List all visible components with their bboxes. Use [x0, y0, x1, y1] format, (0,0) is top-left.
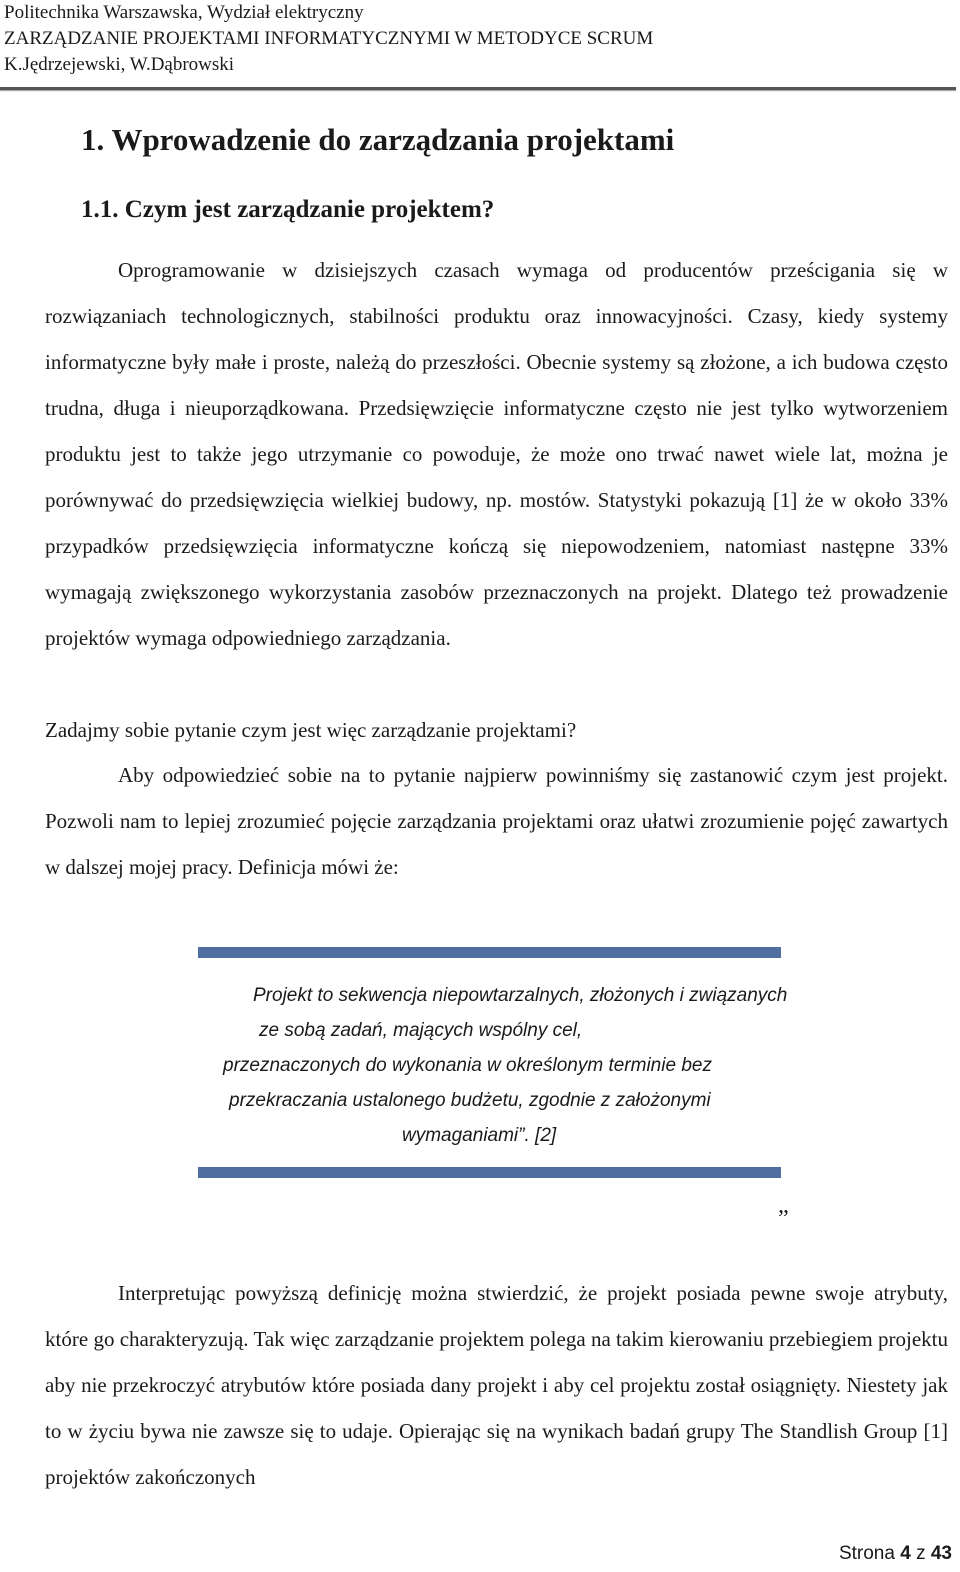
quote-line-1: Projekt to sekwencja niepowtarzalnych, złożonych i związanych [253, 985, 788, 1006]
paragraph-intro [45, 247, 948, 661]
header-authors: K.Jędrzejewski, W.Dąbrowski [4, 54, 235, 75]
header-course-title: ZARZĄDZANIE PROJEKTAMI INFORMATYCZNYMI W METODYCE SCRUM [4, 28, 654, 49]
quote-line-2: ze sobą zadań, mających wspólny cel, [259, 1020, 583, 1041]
paragraph-question [45, 707, 948, 753]
header-institution: Politechnika Warszawska, Wydział elektryczny [4, 2, 364, 23]
quote-top-bar [198, 947, 781, 958]
footer-current-page: 4 [900, 1543, 911, 1564]
footer-total-pages: 43 [930, 1543, 952, 1564]
paragraph-definition-lead-text: Aby odpowiedzieć sobie na to pytanie najpierw powinniśmy się zastanowić czym jest projekt. Pozwoli nam to lepiej zrozumieć pojęcie zarządzania projektami oraz ułatwi zrozumienie pojęć zawartych w dalszej mojej pracy. Definicja mówi że: [45, 763, 948, 879]
section-heading: 1.1. Czym jest zarządzanie projektem? [81, 196, 495, 223]
footer-prefix: Strona [838, 1543, 895, 1564]
paragraph-interpretation-text: Interpretując powyższą definicję można stwierdzić, że projekt posiada pewne swoje atrybuty, które go charakteryzują. Tak więc zarządzanie projektem polega na takim kierowaniu przebiegiem projektu aby nie przekroczyć atrybutów które posiada dany projekt i aby cel projektu został osiągnięty. Niestety jak to w życiu bywa nie zawsze się to udaje. Opierając się na wynikach badań grupy The Standlish Group [1] projektów zakończonych [45, 1281, 948, 1489]
page-number-footer [839, 1543, 952, 1565]
quote-closing-mark: ” [778, 1206, 789, 1232]
quote-line-5: wymaganiami”. [2] [402, 1125, 557, 1146]
chapter-heading: 1. Wprowadzenie do zarządzania projektami [81, 122, 675, 157]
quote-bottom-bar [198, 1167, 781, 1178]
page-header [4, 0, 960, 78]
paragraph-intro-text: Oprogramowanie w dzisiejszych czasach wymaga od producentów prześcigania się w rozwiązaniach technologicznych, stabilności produktu oraz innowacyjności. Czasy, kiedy systemy informatyczne były małe i proste, należą do przeszłości. Obecnie systemy są złożone, a ich budowa często trudna, długa i nieuporządkowana. Przedsięwzięcie informatyczne często nie jest tylko wytworzeniem produktu jest to także jego utrzymanie co powoduje, że może ono trwać nawet wiele lat, można je porównywać do przedsięwzięcia wielkiej budowy, np. mostów. Statystyki pokazują [1] że w około 33% przypadków przedsięwzięcia informatyczne kończą się niepowodzeniem, natomiast następne 33% wymagają zwiększonego wykorzystania zasobów przeznaczonych na projekt. Dlatego też prowadzenie projektów wymaga odpowiedniego zarządzania. [45, 258, 948, 650]
header-divider [0, 87, 956, 90]
paragraph-question-text: Zadajmy sobie pytanie czym jest więc zarządzanie projektami? [45, 718, 577, 742]
quote-line-3: przeznaczonych do wykonania w określonym terminie bez [223, 1055, 712, 1076]
quote-line-4: przekraczania ustalonego budżetu, zgodnie z założonymi [229, 1090, 711, 1111]
paragraph-definition-lead [45, 752, 948, 890]
footer-separator: z [916, 1543, 926, 1564]
paragraph-interpretation [45, 1270, 948, 1500]
